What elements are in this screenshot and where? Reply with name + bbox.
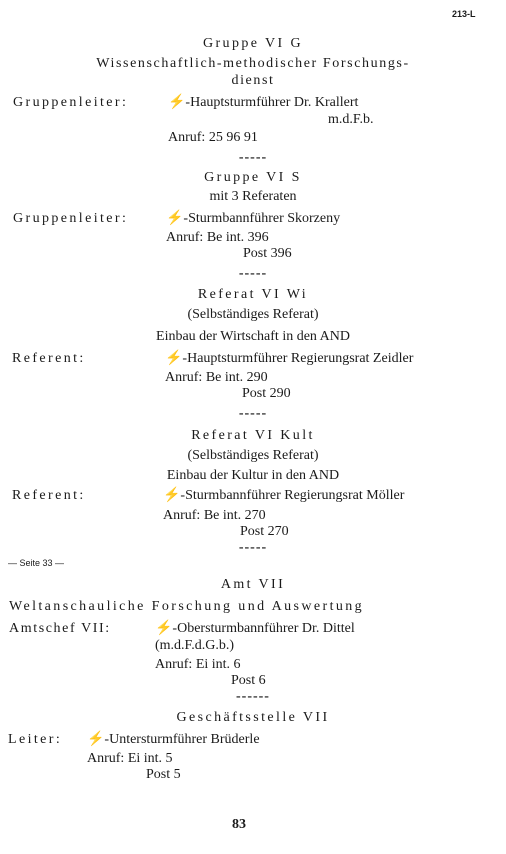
section-subtitle: Weltanschauliche Forschung und Auswertung (9, 599, 365, 614)
section-title-gruppe-vi-s: Gruppe VI S (204, 170, 302, 185)
person-name: ⚡-Sturmbannführer Skorzeny (166, 211, 341, 226)
page-reference: 213-L (452, 9, 476, 19)
separator: ----- (238, 266, 268, 281)
phone-line: Post 5 (146, 767, 181, 782)
section-subtitle-line-2: dienst (231, 73, 275, 88)
section-title-referat-vi-wi: Referat VI Wi (197, 287, 309, 302)
phone-line: Post 396 (243, 246, 292, 261)
separator: ----- (238, 406, 268, 421)
phone-line: Anruf: Ei int. 6 (155, 657, 241, 672)
separator: ----- (238, 540, 268, 555)
person-name: ⚡-Untersturmführer Brüderle (87, 732, 260, 747)
role-label: Gruppenleiter: (13, 211, 129, 226)
section-title-amt-vii: Amt VII (220, 577, 286, 592)
separator: ------ (236, 689, 270, 704)
role-label: Referent: (12, 351, 86, 366)
phone-line: Anruf: Ei int. 5 (87, 751, 173, 766)
phone-line: Post 6 (231, 673, 266, 688)
section-title-referat-vi-kult: Referat VI Kult (191, 428, 315, 443)
role-label: Amtschef VII: (9, 621, 111, 636)
phone-line: Anruf: Be int. 270 (163, 508, 266, 523)
section-subtitle: (Selbständiges Referat) (187, 307, 319, 322)
phone-line: Anruf: Be int. 290 (165, 370, 268, 385)
seite-marker: — Seite 33 — (8, 558, 65, 568)
person-name: ⚡-Hauptsturmführer Regierungsrat Zeidler (165, 351, 414, 366)
role-label: Gruppenleiter: (13, 95, 129, 110)
section-subtitle: mit 3 Referaten (209, 189, 297, 204)
separator: ----- (238, 150, 268, 165)
person-note: m.d.F.b. (328, 112, 374, 127)
phone-line: Anruf: 25 96 91 (168, 130, 258, 145)
section-task: Einbau der Kultur in den AND (166, 468, 340, 483)
section-title-geschaeftsstelle-vii: Geschäftsstelle VII (176, 710, 330, 725)
role-label: Leiter: (8, 732, 63, 747)
phone-line: Post 270 (240, 524, 289, 539)
person-name: ⚡-Obersturmbannführer Dr. Dittel (155, 621, 355, 636)
page-number: 83 (232, 817, 246, 832)
section-subtitle-line-1: Wissenschaftlich-methodischer Forschungs- (96, 56, 410, 71)
section-subtitle: (Selbständiges Referat) (187, 448, 319, 463)
section-task: Einbau der Wirtschaft in den AND (156, 329, 350, 344)
phone-line: Anruf: Be int. 396 (166, 230, 269, 245)
phone-line: Post 290 (242, 386, 291, 401)
role-label: Referent: (12, 488, 86, 503)
person-name: ⚡-Hauptsturmführer Dr. Krallert (168, 95, 359, 110)
person-note: (m.d.F.d.G.b.) (155, 638, 234, 653)
section-title-gruppe-vi-g: Gruppe VI G (202, 36, 304, 51)
person-name: ⚡-Sturmbannführer Regierungsrat Möller (163, 488, 405, 503)
